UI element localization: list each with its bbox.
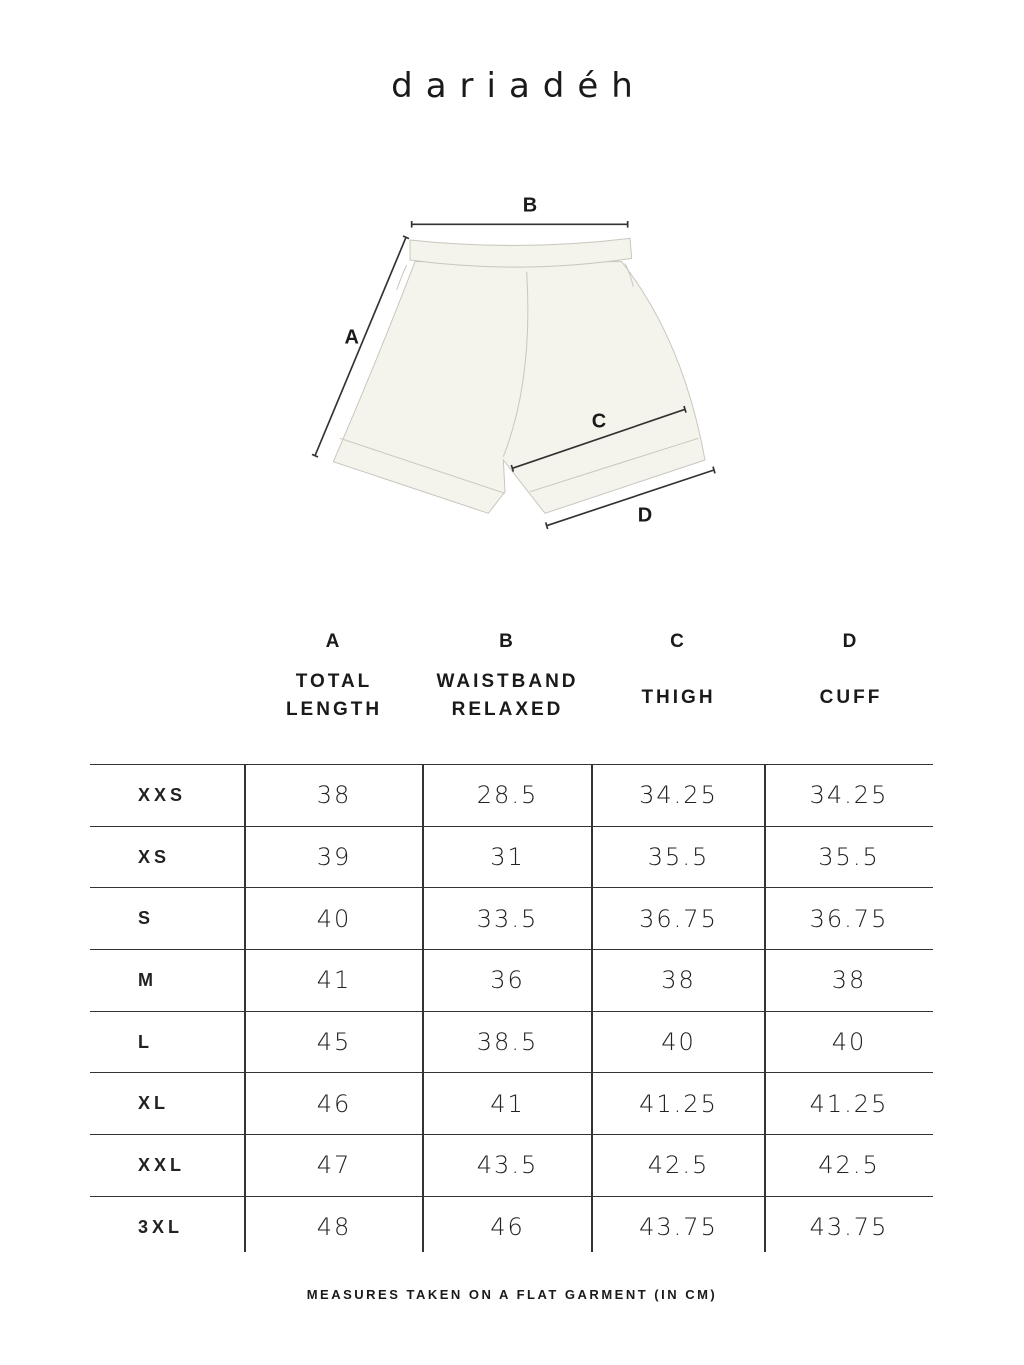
measurement-cell: 36.75 xyxy=(639,904,718,933)
table-row xyxy=(90,949,933,1011)
measurement-cell: 42.5 xyxy=(818,1151,880,1180)
measurement-cell: 41 xyxy=(316,966,352,995)
column-letter: D xyxy=(842,631,860,652)
column-label: CUFF xyxy=(819,687,883,708)
size-label: M xyxy=(138,969,157,990)
measurement-cell: 46 xyxy=(316,1089,352,1118)
dimension-d-label: D xyxy=(637,504,653,527)
measurement-cell: 28.5 xyxy=(476,781,539,810)
measurement-cell: 41.25 xyxy=(809,1089,889,1118)
measurement-cell: 45 xyxy=(316,1028,352,1057)
measurement-cell: 47 xyxy=(316,1151,352,1180)
measurement-cell: 41.25 xyxy=(639,1089,718,1118)
table-row xyxy=(90,764,933,826)
table-row xyxy=(90,1134,933,1196)
measurement-cell: 36 xyxy=(490,966,525,995)
measurement-cell: 40 xyxy=(661,1028,696,1057)
column-letter: C xyxy=(670,631,687,652)
size-label: S xyxy=(138,908,155,929)
measurement-cell: 40 xyxy=(831,1028,867,1057)
shorts-body xyxy=(333,262,705,514)
column-header-cuff xyxy=(765,628,937,712)
size-label: 3XL xyxy=(138,1216,184,1237)
column-letter: A xyxy=(325,631,343,652)
brand-logo: dariadéh xyxy=(391,66,646,106)
measurement-cell: 46 xyxy=(490,1213,525,1242)
size-label: XL xyxy=(138,1093,170,1114)
measurement-cell: 36.75 xyxy=(809,904,889,933)
dimension-a-label: A xyxy=(344,326,359,349)
column-divider xyxy=(422,764,424,1252)
measurement-cell: 43.75 xyxy=(639,1213,718,1242)
column-divider xyxy=(764,764,766,1252)
measurement-cell: 35.5 xyxy=(647,843,710,872)
size-label: XXL xyxy=(138,1154,186,1175)
measurement-cell: 38 xyxy=(831,966,867,995)
measurement-cell: 43.5 xyxy=(476,1151,539,1180)
table-row xyxy=(90,887,933,949)
size-table xyxy=(90,764,933,1258)
measurement-cell: 38.5 xyxy=(476,1028,539,1057)
measurement-cell: 43.75 xyxy=(809,1213,889,1242)
measurement-cell: 35.5 xyxy=(818,843,880,872)
measurement-cell: 40 xyxy=(316,904,352,933)
column-header-total-length xyxy=(245,628,423,724)
measurement-cell: 38 xyxy=(316,781,352,810)
measurement-cell: 48 xyxy=(316,1213,352,1242)
measurement-cell: 34.25 xyxy=(809,781,889,810)
column-divider xyxy=(244,764,246,1252)
column-label: THIGH xyxy=(641,687,716,708)
table-row xyxy=(90,1072,933,1134)
shorts-waistband xyxy=(410,238,632,267)
column-letter: B xyxy=(499,631,516,652)
dimension-c-label: C xyxy=(591,410,607,433)
measurement-cell: 41 xyxy=(490,1089,525,1118)
size-label: XXS xyxy=(138,784,187,805)
size-label: L xyxy=(138,1031,153,1052)
table-row xyxy=(90,826,933,888)
table-row xyxy=(90,1011,933,1073)
measurement-cell: 39 xyxy=(316,843,352,872)
dimension-b-line xyxy=(412,221,628,228)
measurement-cell: 34.25 xyxy=(639,781,718,810)
measurement-cell: 31 xyxy=(490,843,525,872)
column-header-thigh xyxy=(592,628,765,712)
footnote: MEASURES TAKEN ON A FLAT GARMENT (IN CM) xyxy=(306,1287,718,1302)
column-label: WAISTBAND RELAXED xyxy=(436,671,579,720)
dimension-b-label: B xyxy=(522,194,538,217)
column-divider xyxy=(591,764,593,1252)
size-label: XS xyxy=(138,846,171,867)
column-header-waistband xyxy=(423,628,592,724)
measurement-cell: 42.5 xyxy=(647,1151,710,1180)
shorts-diagram xyxy=(300,180,740,540)
measurement-cell: 38 xyxy=(661,966,696,995)
measurement-cell: 33.5 xyxy=(476,904,539,933)
column-label: TOTAL LENGTH xyxy=(285,671,383,720)
table-row xyxy=(90,1196,933,1258)
